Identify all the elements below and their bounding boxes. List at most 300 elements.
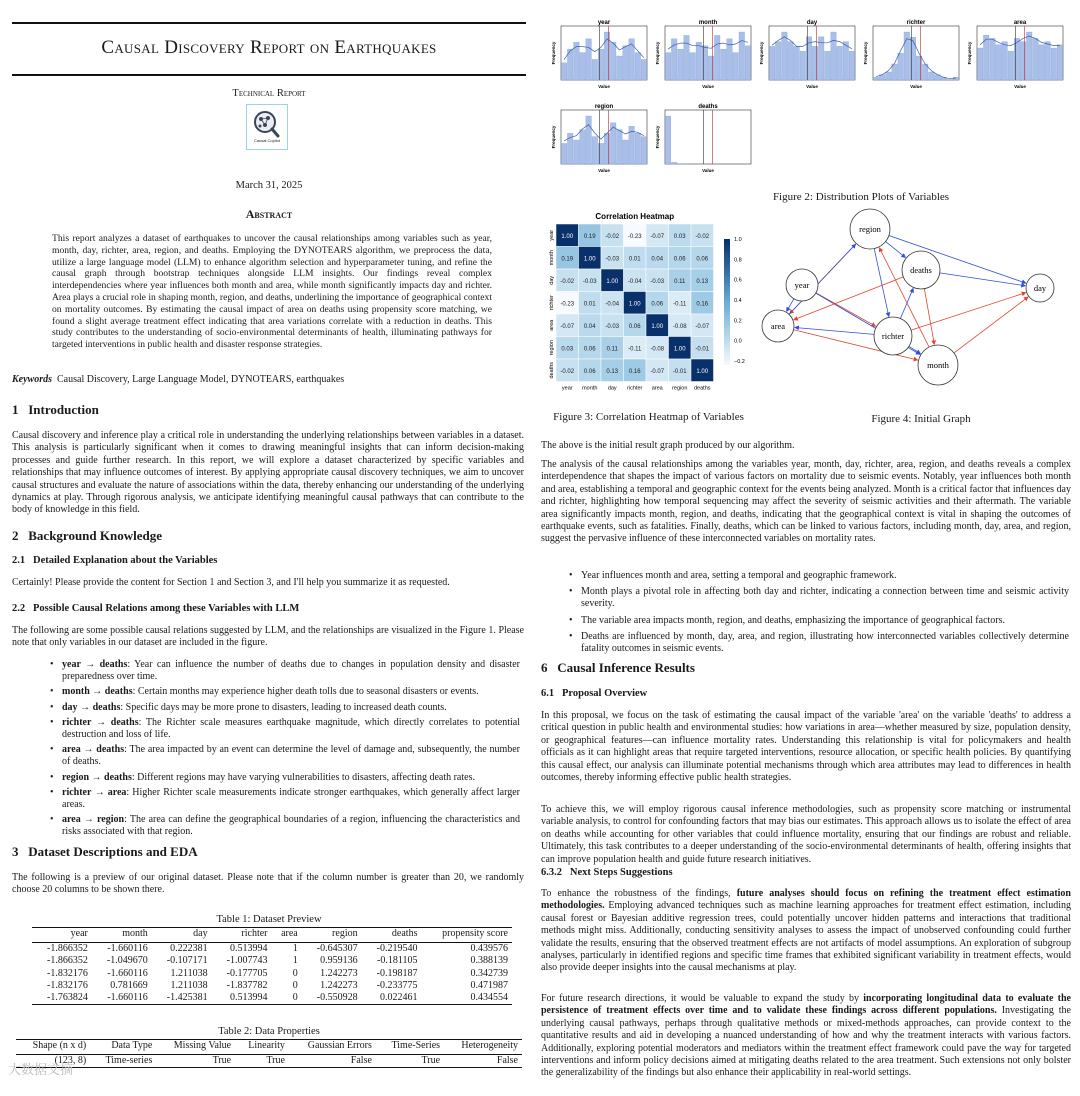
heatmap-value-label: 0.11 [674, 278, 686, 285]
table1-cell: -1.007743 [226, 955, 268, 967]
relation-pair: richter → area [62, 786, 127, 798]
histogram-bar [898, 53, 904, 80]
histogram-xlabel: Value [702, 84, 714, 89]
colorbar-segment [724, 248, 730, 252]
histogram-bar [708, 56, 714, 80]
table1-cell: -0.107171 [166, 955, 208, 967]
table1-header-row [32, 928, 512, 943]
histogram-bar [721, 49, 727, 80]
table1-cell: -1.832176 [47, 967, 88, 979]
table1-cell: 0.434554 [470, 991, 508, 1003]
heatmap-value-label: 1.00 [673, 346, 686, 353]
table1-cell: -1.763824 [47, 991, 88, 1003]
histogram-xlabel: Value [806, 84, 818, 89]
table1-cell: 0.513994 [230, 943, 268, 955]
right-column [541, 0, 1073, 1096]
causal-relation-item: • richter → deaths: The Richter scale measures earthquake magnitude, which directly correlates to potential destruction and loss of life. [50, 717, 520, 741]
relation-pair: region → deaths [62, 771, 132, 783]
heatmap-value-label: -0.03 [605, 256, 620, 263]
colorbar-tick: 0.8 [734, 257, 742, 264]
table1-cell: -0.198187 [376, 967, 418, 979]
title-bottom-rule [12, 74, 526, 76]
table1-cell: -1.425381 [166, 991, 208, 1003]
histogram-bar [775, 42, 781, 80]
section-2-1-text: Certainly! Please provide the content for Section 1 and Section 3, and I'll help you summarize it as requested. [12, 577, 450, 588]
histogram-bar [635, 53, 641, 80]
histogram-bar [696, 42, 702, 80]
table1-cell: 1.242273 [320, 967, 358, 979]
heatmap-value-label: 0.06 [673, 256, 686, 263]
colorbar-segment [724, 320, 730, 324]
heatmap-value-label: -0.03 [582, 278, 597, 285]
table1-cell: -0.181105 [377, 955, 418, 967]
table1-cell: 0.439576 [470, 943, 508, 955]
histogram-richter [863, 20, 959, 89]
table1-row [32, 943, 512, 956]
table1-cell: 1 [292, 943, 298, 955]
histogram-xlabel: Value [598, 84, 610, 89]
histogram-ylabel: Frequency [655, 41, 660, 65]
colorbar-tick: 0.4 [734, 297, 742, 304]
colorbar-segment [724, 273, 730, 277]
colorbar-segment [724, 314, 730, 318]
colorbar-segment [724, 302, 730, 306]
colorbar-segment [724, 286, 730, 290]
histogram-bar [849, 51, 855, 80]
table1-cell: 0.781669 [110, 979, 148, 991]
colorbar-segment [724, 277, 730, 281]
table1-row [32, 992, 512, 1004]
histogram-bar [635, 133, 641, 164]
histogram-frame [665, 110, 751, 164]
table1-cell: 0.513994 [230, 991, 268, 1003]
histogram-region [551, 104, 647, 173]
heatmap-value-label: 0.06 [696, 256, 709, 263]
histogram-bar [733, 53, 739, 80]
heatmap-y-tick: day [549, 275, 555, 285]
summary-bullet: • Month plays a pivotal role in affecting both day and richter, indicating a connection between time and seismic activity severity. [569, 586, 1069, 610]
histogram-bar [598, 143, 604, 164]
keywords [12, 374, 526, 386]
heatmap-x-tick: region [672, 385, 688, 392]
histogram-bar [690, 53, 696, 80]
causal-relations-list [50, 659, 520, 842]
heatmap-value-label: 1.00 [583, 256, 596, 263]
table1-cell: -1.049670 [106, 955, 148, 967]
histogram-ylabel: Frequency [551, 125, 556, 149]
causal-relation-item: • region → deaths: Different regions may have varying vulnerabilities to disasters, affecting death rates. [50, 772, 520, 784]
graph-node-label: richter [881, 331, 905, 341]
left-column [12, 0, 526, 1096]
colorbar-segment [724, 245, 730, 249]
heatmap-value-label: -0.02 [605, 233, 620, 240]
table1-header-cell: propensity score [421, 928, 512, 943]
table1-header-cell: deaths [362, 928, 422, 943]
heatmap-value-label: -0.11 [673, 301, 687, 308]
heatmap-title: Correlation Heatmap [595, 212, 675, 221]
relation-pair: month → deaths [62, 686, 133, 698]
histogram-bar [818, 37, 824, 80]
histogram-ylabel: Frequency [863, 41, 868, 65]
correlation-heatmap [541, 208, 756, 398]
table1-cell: -0.219540 [376, 943, 418, 955]
colorbar-segment [724, 264, 730, 268]
heatmap-x-tick: deaths [693, 385, 711, 392]
colorbar-segment [724, 252, 730, 256]
table1-cell: 0.388139 [470, 955, 508, 967]
colorbar-tick: 0.6 [734, 277, 742, 284]
histogram-bar [769, 46, 775, 80]
heatmap-value-label: 0.01 [628, 256, 641, 263]
heatmap-value-label: 1.00 [561, 233, 574, 240]
section-2-heading: 2 Background Knowledge [12, 528, 163, 543]
table1-cell: 0.959136 [320, 955, 358, 967]
logo [246, 104, 288, 150]
histogram-bar [1020, 42, 1026, 80]
histogram-bar [678, 49, 684, 80]
causal-relation-item: • month → deaths: Certain months may experience higher death tolls due to seasonal disasters or events. [50, 686, 520, 698]
histogram-bar [561, 63, 567, 80]
section-2-2-heading: 2.2 Possible Causal Relations among these Variables with LLM [12, 603, 300, 614]
proposal-text-2: To achieve this, we will employ rigorous causal inference methodologies, such as propensity score matching or instrumental variable analysis, to control for confounding factors that may bias our estimates. This approach allows us to isolate the effect of area on deaths while accounting for other variables that could influence mortality, ensuring that our findings are robust and reliable. Ultimately, this task contributes to a deeper understanding of the socio-environmental determinants of health, offering insights that can improve population health and guide future research initiatives. [541, 804, 1071, 865]
relation-pair: area → deaths [62, 744, 125, 756]
heatmap-value-label: 1.00 [606, 278, 619, 285]
causal-relation-item: • year → deaths: Year can influence the number of deaths due to changes in population density and disaster preparedness over time. [50, 659, 520, 683]
histogram-bar [910, 37, 916, 80]
table1-cell: -0.550928 [316, 991, 358, 1003]
table2-header-cell: Heterogeneity [444, 1040, 522, 1055]
heatmap-value-label: 0.19 [583, 233, 596, 240]
table1-header-cell: month [92, 928, 152, 943]
heatmap-value-label: 0.13 [696, 278, 709, 285]
heatmap-value-label: 0.03 [673, 233, 686, 240]
figure4-caption: Figure 4: Initial Graph [871, 413, 971, 425]
graph-edge-year-richter [816, 293, 876, 326]
histogram-ylabel: Frequency [655, 125, 660, 149]
histogram-bar [892, 64, 898, 80]
table1-cell: 1.242273 [320, 979, 358, 991]
heatmap-value-label: 1.00 [651, 323, 664, 330]
next-steps-text-1: To enhance the robustness of the findings, future analyses should focus on refining the treatment effect estimation methodologies. Employing advanced techniques such as machine learning approaches for treatment effect estimation, including causal forest or Bayesian additive regression trees, could potentially uncover hidden patterns and interactions that traditional methods might miss. Additionally, conducting sensitivity analyses to assess the impact of unobserved confounding could further validate the results, ensuring that the observed treatment effects are not artifacts of model assumptions. An exploration of subgroup analyses, particularly in identified regions and specific time frames that exhibited significant variability in treatment effects, would also provide deeper insights into the causal mechanisms at play. [541, 888, 1071, 974]
heatmap-value-label: -0.07 [695, 323, 710, 330]
abstract-text: This report analyzes a dataset of earthquakes to uncover the causal relationships among variables such as year, month, day, richter, area, region, and deaths. Employing the DYNOTEARS algorithm, we preprocess the data, utilize a large language model (LLM) to enhance algorithm selection and hyperparameter tuning, and refine the causal graph through bootstrap techniques alongside LLM insights. Our findings reveal complex interdependencies where year influences both month and area, while month significantly impacts day and richter. Area plays a crucial role in shaping month, region, and deaths, underlining the importance of geographical context on mortality outcomes. By estimating the causal impact of area on deaths using propensity score matching, we found a slight average treatment effect indicating that area variations correlate with a reduction in deaths. This study contributes to the understanding of socio-environmental determinants of health, illuminating pathways for targeted interventions in public health and disaster response strategies. [52, 233, 492, 351]
histogram-bar [1002, 42, 1008, 80]
page-title: Causal Discovery Report on Earthquakes [101, 37, 437, 58]
colorbar-segment [724, 283, 730, 287]
histogram-bar [794, 46, 800, 80]
watermark: 大数据文摘 [8, 1062, 74, 1077]
graph-edge-deaths-day [940, 273, 1025, 286]
table1-cell: -1.837782 [226, 979, 268, 991]
colorbar-segment [724, 361, 730, 365]
heatmap-y-tick: year [549, 229, 555, 241]
histogram-bar [623, 140, 629, 164]
table1-cell: 0.471987 [470, 979, 508, 991]
colorbar-tick: 0.2 [734, 318, 742, 325]
colorbar-segment [724, 327, 730, 331]
keywords-value: Causal Discovery, Large Language Model, DYNOTEARS, earthquakes [57, 374, 345, 385]
histogram-bar [1045, 42, 1051, 80]
table1-cell: 1 [292, 955, 298, 967]
colorbar-tick: 0.0 [734, 338, 742, 345]
histogram-deaths [655, 104, 751, 173]
logo-label: Causal Copilot [253, 138, 280, 143]
figure3-caption: Figure 3: Correlation Heatmap of Variables [553, 411, 744, 423]
heatmap-value-label: 0.19 [561, 256, 574, 263]
table2-cell: Time-series [105, 1055, 153, 1067]
abstract-heading: Abstract [245, 207, 293, 221]
histogram-bar [1014, 38, 1020, 80]
table1-row [32, 955, 512, 967]
heatmap-value-label: -0.23 [560, 301, 575, 308]
colorbar-segment [724, 305, 730, 309]
histogram-bar [623, 46, 629, 80]
colorbar-segment [724, 352, 730, 356]
histogram-year [551, 20, 647, 89]
section-6-heading: 6 Causal Inference Results [541, 660, 695, 675]
colorbar-segment [724, 311, 730, 315]
heatmap-value-label: 0.04 [583, 323, 596, 330]
graph-edge-year-area [787, 299, 794, 312]
heatmap-x-tick: area [651, 385, 663, 392]
table2-header-cell: Linearity [235, 1040, 289, 1055]
histogram-bar [1008, 51, 1014, 80]
analysis-text: The analysis of the causal relationships among the variables year, month, day, richter, area, region, and deaths reveals a complex interdependence that shapes the impact of various factors on mortality due to seismic events. Notably, year influences both month and area, establishing a temporal and geographic context for the events being analyzed. Month is a critical factor that influences day and richter, highlighting how temporal sequencing may affect the severity of seismic activities and their aftermath. The variable area significantly impacts month, region, and deaths, indicating that the geographical context is vital in shaping the outcomes of earthquake events, such as fatalities. Finally, deaths, which can be linked to various factors, including month, day, area, and region, suggest the pervasive influence of these interconnected variables on mortality rates. [541, 459, 1071, 545]
table1-cell: -1.832176 [47, 979, 88, 991]
section-3-heading: 3 Dataset Descriptions and EDA [12, 844, 198, 859]
colorbar-segment [724, 330, 730, 334]
colorbar-segment [724, 261, 730, 265]
heatmap-value-label: 1.00 [628, 301, 641, 308]
colorbar-segment [724, 323, 730, 327]
table2-cell: (123, 8) [54, 1055, 87, 1067]
histogram-bar [953, 77, 959, 80]
graph-node-label: region [859, 224, 881, 234]
histogram-bar [617, 130, 623, 164]
histogram-bar [916, 56, 922, 80]
colorbar-segment [724, 239, 730, 243]
colorbar-segment [724, 292, 730, 296]
table2-cell: False [496, 1055, 518, 1067]
summary-bullet: • The variable area impacts month, region, and deaths, emphasizing the importance of geographical factors. [569, 615, 1069, 627]
histogram-bar [873, 77, 879, 80]
histogram-bar [1051, 48, 1057, 80]
heatmap-y-tick: region [549, 340, 555, 356]
graph-node-label: area [770, 321, 786, 331]
table2-header-cell: Shape (n x d) [16, 1040, 90, 1055]
causal-relation-item: • area → region: The area can define the geographical boundaries of a region, influencing the characteristics and risks associated with that region. [50, 814, 520, 838]
table1-cell: -1.660116 [107, 943, 148, 955]
initial-causal-graph [756, 208, 1073, 408]
histogram-month [655, 20, 751, 89]
histogram-bar [812, 46, 818, 80]
causal-relation-item: • day → deaths: Specific days may be more prone to disasters, leading to increased death counts. [50, 702, 520, 714]
heatmap-value-label: 0.06 [651, 301, 664, 308]
relation-pair: day → deaths [62, 701, 121, 713]
histogram-ylabel: Frequency [967, 41, 972, 65]
histogram-bar [604, 133, 610, 164]
histogram-bar [996, 45, 1002, 80]
histogram-bar [665, 53, 671, 80]
heatmap-y-tick: richter [549, 295, 555, 311]
colorbar-segment [724, 355, 730, 359]
heatmap-value-label: 0.06 [628, 323, 641, 330]
heatmap-value-label: 0.04 [651, 256, 664, 263]
histogram-bar [800, 51, 806, 80]
table1-cell: -1.660116 [107, 967, 148, 979]
histogram-bar [745, 46, 751, 80]
table1-cell: -1.866352 [47, 955, 88, 967]
table2-row [16, 1055, 522, 1068]
heatmap-y-tick: area [549, 319, 555, 331]
table2-cell: True [212, 1055, 232, 1067]
colorbar-segment [724, 298, 730, 302]
relation-pair: year → deaths [62, 659, 128, 670]
table2-header-cell: Missing Value [156, 1040, 235, 1055]
table2-header-row [16, 1040, 522, 1055]
summary-bullet: • Year influences month and area, setting a temporal and geographic framework. [569, 570, 1069, 582]
table2-cell: True [266, 1055, 285, 1067]
heatmap-value-label: 0.13 [606, 368, 619, 375]
graph-node-label: year [794, 280, 810, 290]
table2-cell: True [421, 1055, 441, 1067]
heatmap-value-label: 1.00 [696, 368, 709, 375]
heatmap-value-label: -0.08 [672, 323, 687, 330]
colorbar-segment [724, 342, 730, 346]
keywords-label: Keywords [12, 374, 52, 385]
table1-cell: -0.177705 [226, 967, 268, 979]
heatmap-x-tick: richter [627, 385, 643, 392]
histogram-bar [561, 143, 567, 164]
histogram-bar [580, 53, 586, 80]
colorbar-segment [724, 295, 730, 299]
heatmap-value-label: 0.06 [583, 368, 596, 375]
summary-bullets [569, 570, 1069, 659]
heatmap-y-tick: deaths [549, 361, 555, 379]
graph-intro-text: The above is the initial result graph produced by our algorithm. [541, 440, 795, 451]
histogram-title: area [1013, 20, 1027, 26]
histogram-bar [671, 162, 677, 164]
section-3-text: The following is a preview of our original dataset. Please note that if the column number is greater than 20, we randomly choose 20 columns to be shown there. [12, 872, 524, 896]
colorbar-segment [724, 255, 730, 259]
table1-cell: -1.866352 [47, 943, 88, 955]
heatmap-y-tick: month [549, 250, 555, 266]
heatmap-value-label: -0.07 [650, 233, 665, 240]
colorbar-segment [724, 345, 730, 349]
histogram-bar [843, 42, 849, 80]
histogram-bar [598, 49, 604, 80]
heatmap-x-tick: year [561, 385, 573, 392]
table1-row [32, 980, 512, 992]
heatmap-value-label: -0.03 [650, 278, 665, 285]
histogram-bar [983, 35, 989, 80]
heatmap-value-label: -0.11 [628, 346, 642, 353]
table1 [32, 927, 512, 1005]
histogram-bar [977, 48, 983, 80]
heatmap-value-label: -0.02 [560, 278, 575, 285]
colorbar-segment [724, 258, 730, 262]
section-2-2-text: The following are some possible causal relations suggested by LLM, and the relationships are visualized in the Figure 1. Please note that only variables in our dataset are included in the figure. [12, 625, 524, 649]
histogram-day [759, 20, 855, 89]
table1-header-cell: richter [212, 928, 272, 943]
histogram-bar [806, 37, 812, 80]
section-6-1-heading: 6.1 Proposal Overview [541, 688, 648, 699]
histogram-bar [702, 46, 708, 80]
histogram-xlabel: Value [910, 84, 922, 89]
histogram-bar [788, 42, 794, 80]
table1-cell: 0.022461 [379, 991, 418, 1003]
histogram-title: richter [906, 20, 926, 26]
heatmap-value-label: -0.02 [695, 233, 710, 240]
table1-header-cell: day [152, 928, 212, 943]
table1-header-cell: region [302, 928, 362, 943]
histogram-xlabel: Value [598, 168, 610, 173]
table1-cell: -1.660116 [107, 991, 148, 1003]
histogram-bar [886, 72, 892, 80]
colorbar-tick: 1.0 [734, 237, 742, 243]
causal-relation-item: • area → deaths: The area impacted by an event can determine the level of damage and, subsequently, the number of deaths. [50, 744, 520, 768]
histogram-ylabel: Frequency [759, 41, 764, 65]
table2 [16, 1039, 522, 1068]
heatmap-value-label: -0.01 [695, 346, 710, 353]
table2-cell: False [350, 1055, 372, 1067]
title-top-rule [12, 22, 526, 24]
heatmap-value-label: -0.04 [605, 301, 620, 308]
heatmap-value-label: -0.02 [560, 368, 575, 375]
histogram-bar [1057, 45, 1063, 80]
relation-pair: richter → deaths [62, 716, 139, 728]
relation-pair: area → region [62, 814, 125, 826]
histogram-bar [641, 137, 647, 164]
table1-row [32, 968, 512, 980]
histogram-area [967, 20, 1063, 89]
histogram-bar [592, 59, 598, 80]
histogram-title: region [594, 104, 614, 110]
colorbar-segment [724, 336, 730, 340]
histogram-bar [586, 116, 592, 164]
section-2-1-heading: 2.1 Detailed Explanation about the Variables [12, 555, 218, 566]
table1-cell: 1.211038 [170, 967, 208, 979]
table1-cell: 0 [292, 967, 298, 979]
histogram-bar [610, 42, 616, 80]
heatmap-value-label: 0.11 [606, 346, 618, 353]
graph-edge-region-deaths [886, 242, 906, 258]
table2-header-cell: Gaussian Errors [289, 1040, 376, 1055]
graph-node-label: deaths [910, 265, 932, 275]
colorbar-segment [724, 339, 730, 343]
histogram-bar [641, 59, 647, 80]
histogram-bar [1033, 38, 1039, 80]
histogram-bar [617, 56, 623, 80]
histogram-bar [586, 39, 592, 80]
colorbar-segment [724, 270, 730, 274]
intro-text: Causal discovery and inference play a critical role in understanding the underlying relationships between variables in a dataset. This analysis is particularly significant when it comes to drawing meaningful insights that can inform decision-making processes and guide further research. In this report, we will explore a dataset characterized by specific variables and relationships that may influence outcomes of interest. By applying appropriate causal discovery techniques, we aim to uncover causal structures and evaluate the nature of associations within the data, thereby enhancing our understanding of the underlying dynamics at play. Through rigorous analysis, we anticipate identifying meaningful causal pathways that can contribute to the body of knowledge in this field. [12, 430, 524, 516]
table1-cell: 0 [292, 979, 298, 991]
table1-header-cell: area [272, 928, 302, 943]
colorbar-segment [724, 333, 730, 337]
graph-edge-region-richter [874, 249, 889, 317]
causal-relation-item: • richter → area: Higher Richter scale measurements indicate stronger earthquakes, which generally affect larger areas. [50, 787, 520, 811]
table2-caption: Table 2: Data Properties [218, 1026, 320, 1037]
histogram-bar [592, 137, 598, 164]
histogram-bar [831, 32, 837, 80]
table1-cell: -0.645307 [316, 943, 358, 955]
heatmap-value-label: 0.16 [696, 301, 709, 308]
histogram-bar [1026, 32, 1032, 80]
graph-node-label: day [1033, 283, 1047, 293]
histogram-bar [825, 51, 831, 80]
histogram-title: month [698, 20, 718, 26]
